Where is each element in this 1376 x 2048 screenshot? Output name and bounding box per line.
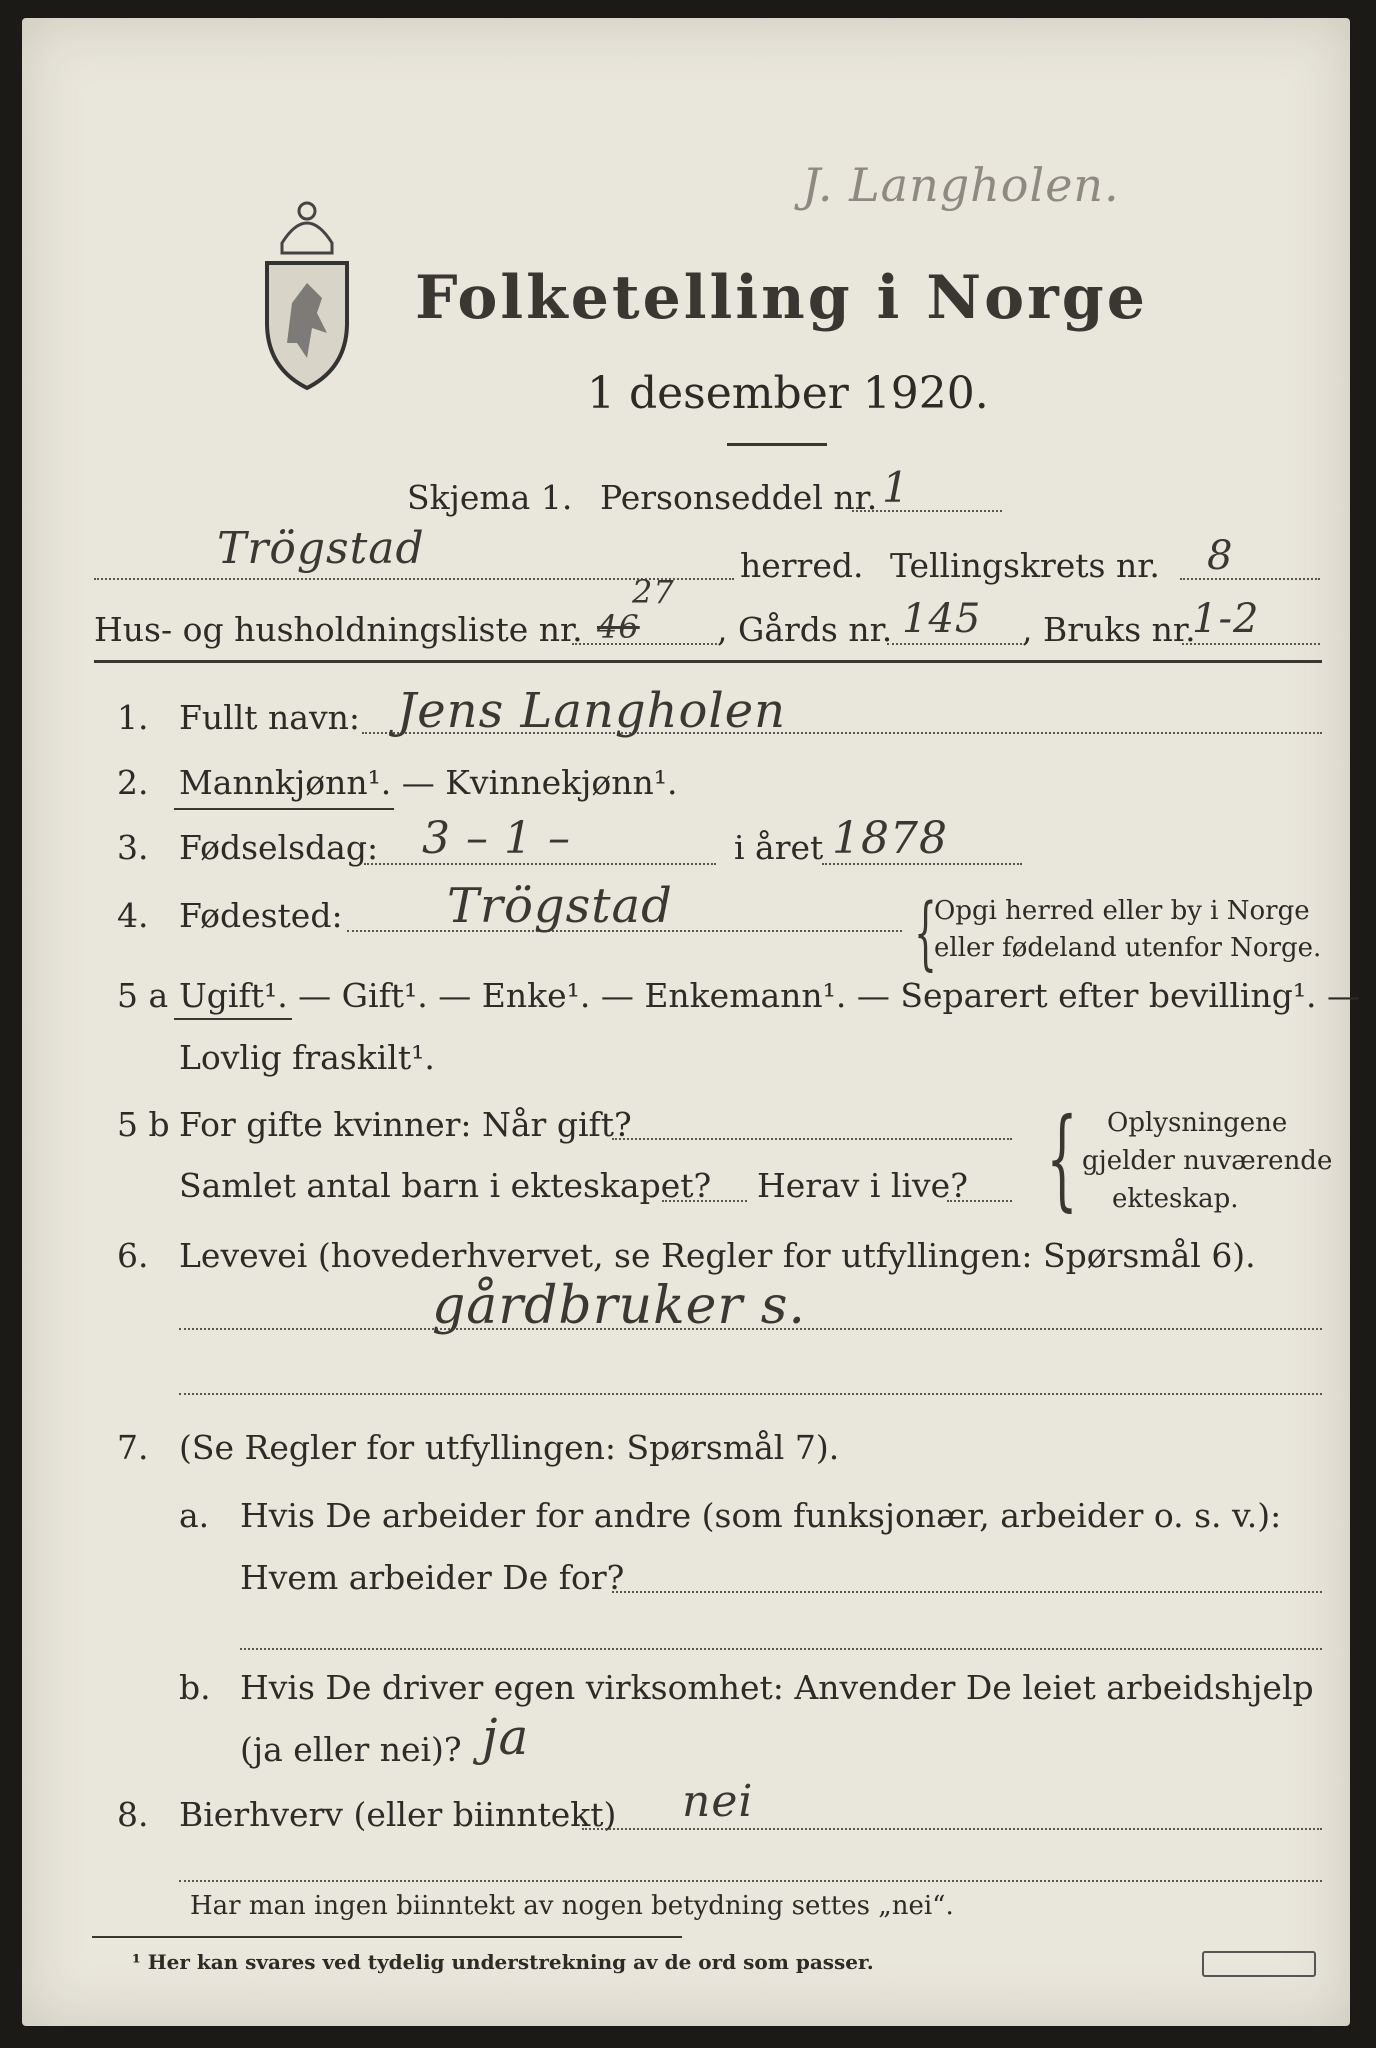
tellingskrets-line	[1180, 578, 1320, 580]
q4-brace: {	[913, 886, 937, 979]
q8-label: Bierhverv (eller biinntekt)	[179, 1795, 617, 1834]
q4-label: Fødested:	[179, 896, 343, 935]
husliste-label: Hus- og husholdningsliste nr.	[94, 610, 583, 649]
side-income-line-2	[179, 1880, 1322, 1882]
birthday-value[interactable]: 3 – 1 –	[422, 813, 571, 864]
header-divider	[94, 660, 1322, 663]
gards-line	[887, 643, 1022, 645]
q5b-married-when-label: For gifte kvinner: Når gift?	[179, 1105, 632, 1144]
husliste-value[interactable]: 27	[632, 573, 675, 611]
married-when-line	[612, 1138, 1012, 1140]
footnote-divider	[92, 1936, 682, 1938]
q7a-letter: a.	[179, 1496, 210, 1535]
tellingskrets-value[interactable]: 8	[1207, 533, 1234, 579]
q8-number: 8.	[117, 1795, 149, 1834]
children-count-line	[662, 1200, 747, 1202]
marital-status-options-line2[interactable]: Lovlig fraskilt¹.	[179, 1038, 435, 1077]
q5b-alive-label: Herav i live?	[757, 1166, 968, 1205]
q7b-letter: b.	[179, 1668, 211, 1707]
husliste-line	[572, 643, 717, 645]
footnote: ¹ Her kan svares ved tydelig understrekning av de ord som passer.	[132, 1950, 874, 1974]
personseddel-label: Personseddel nr.	[600, 478, 878, 517]
birth-year-value[interactable]: 1878	[832, 813, 948, 864]
q3-label: Fødselsdag:	[179, 828, 379, 867]
q5b-note-line3: ekteskap.	[1112, 1184, 1239, 1214]
employer-line-2	[240, 1648, 1322, 1650]
husliste-struck-value: 46	[597, 608, 640, 646]
bruks-label: , Bruks nr.	[1022, 610, 1196, 649]
q7a-employer-label: Hvem arbeider De for?	[240, 1558, 625, 1597]
printer-stamp	[1202, 1951, 1316, 1977]
gards-value[interactable]: 145	[902, 596, 982, 642]
q7-label: (Se Regler for utfyllingen: Spørsmål 7).	[179, 1428, 840, 1467]
side-income-line-1	[582, 1828, 1322, 1830]
gender-underline	[174, 808, 394, 810]
year-label: i året	[734, 828, 824, 867]
title-divider	[727, 443, 827, 446]
q7b-hired-help-label: (ja eller nei)?	[240, 1730, 462, 1769]
herred-label: herred.	[740, 546, 864, 585]
birthplace-value[interactable]: Trögstad	[447, 878, 673, 934]
q5b-note-line1: Oplysningene	[1107, 1108, 1288, 1138]
herred-value[interactable]: Trögstad	[217, 523, 425, 574]
bruks-value[interactable]: 1-2	[1192, 596, 1260, 642]
q4-number: 4.	[117, 896, 149, 935]
occupation-value[interactable]: gårdbruker s.	[432, 1276, 806, 1336]
q1-label: Fullt navn:	[179, 698, 360, 737]
q4-note-line1: Opgi herred eller by i Norge	[934, 896, 1310, 926]
q3-number: 3.	[117, 828, 149, 867]
q4-note-line2: eller fødeland utenfor Norge.	[934, 933, 1322, 963]
q6-number: 6.	[117, 1236, 149, 1275]
q7-number: 7.	[117, 1428, 149, 1467]
coat-of-arms-icon	[252, 183, 362, 398]
full-name-value[interactable]: Jens Langholen	[397, 683, 787, 739]
tellingskrets-label: Tellingskrets nr.	[890, 546, 1160, 585]
q5b-brace: {	[1046, 1094, 1078, 1222]
q5b-note-line2: gjelder nuværende	[1082, 1146, 1333, 1176]
schema-label: Skjema 1.	[407, 478, 573, 517]
hired-help-value[interactable]: ja	[482, 1708, 530, 1766]
q7a-question: Hvis De arbeider for andre (som funksjonær, arbeider o. s. v.):	[240, 1496, 1282, 1535]
employer-line-1	[612, 1591, 1322, 1593]
gender-options[interactable]: Mannkjønn¹. — Kvinnekjønn¹.	[179, 763, 678, 802]
personseddel-line	[852, 510, 1002, 512]
side-income-value[interactable]: nei	[682, 1776, 754, 1827]
q1-number: 1.	[117, 698, 149, 737]
q6-label: Levevei (hovederhvervet, se Regler for utfyllingen: Spørsmål 6).	[179, 1236, 1256, 1275]
archive-annotation: J. Langholen.	[802, 158, 1120, 212]
personseddel-value[interactable]: 1	[882, 463, 910, 512]
q2-number: 2.	[117, 763, 149, 802]
form-title: Folketelling i Norge	[415, 263, 1148, 333]
q8-note: Har man ingen biinntekt av nogen betydning settes „nei“.	[190, 1891, 954, 1921]
gards-label: , Gårds nr.	[717, 610, 893, 649]
q7b-question: Hvis De driver egen virksomhet: Anvender De leiet arbeidshjelp	[240, 1668, 1314, 1707]
q5b-number: 5 b	[117, 1105, 170, 1144]
marital-status-options[interactable]: Ugift¹. — Gift¹. — Enke¹. — Enkemann¹. — Separert efter bevilling¹. —	[179, 976, 1361, 1015]
children-alive-line	[947, 1200, 1012, 1202]
census-date: 1 desember 1920.	[587, 368, 989, 419]
bruks-line	[1182, 643, 1320, 645]
occupation-line-2	[179, 1393, 1322, 1395]
q5a-number: 5 a	[117, 976, 169, 1015]
marital-status-underline	[174, 1018, 292, 1020]
q5b-children-label: Samlet antal barn i ekteskapet?	[179, 1166, 712, 1205]
census-form-page	[22, 18, 1361, 2026]
